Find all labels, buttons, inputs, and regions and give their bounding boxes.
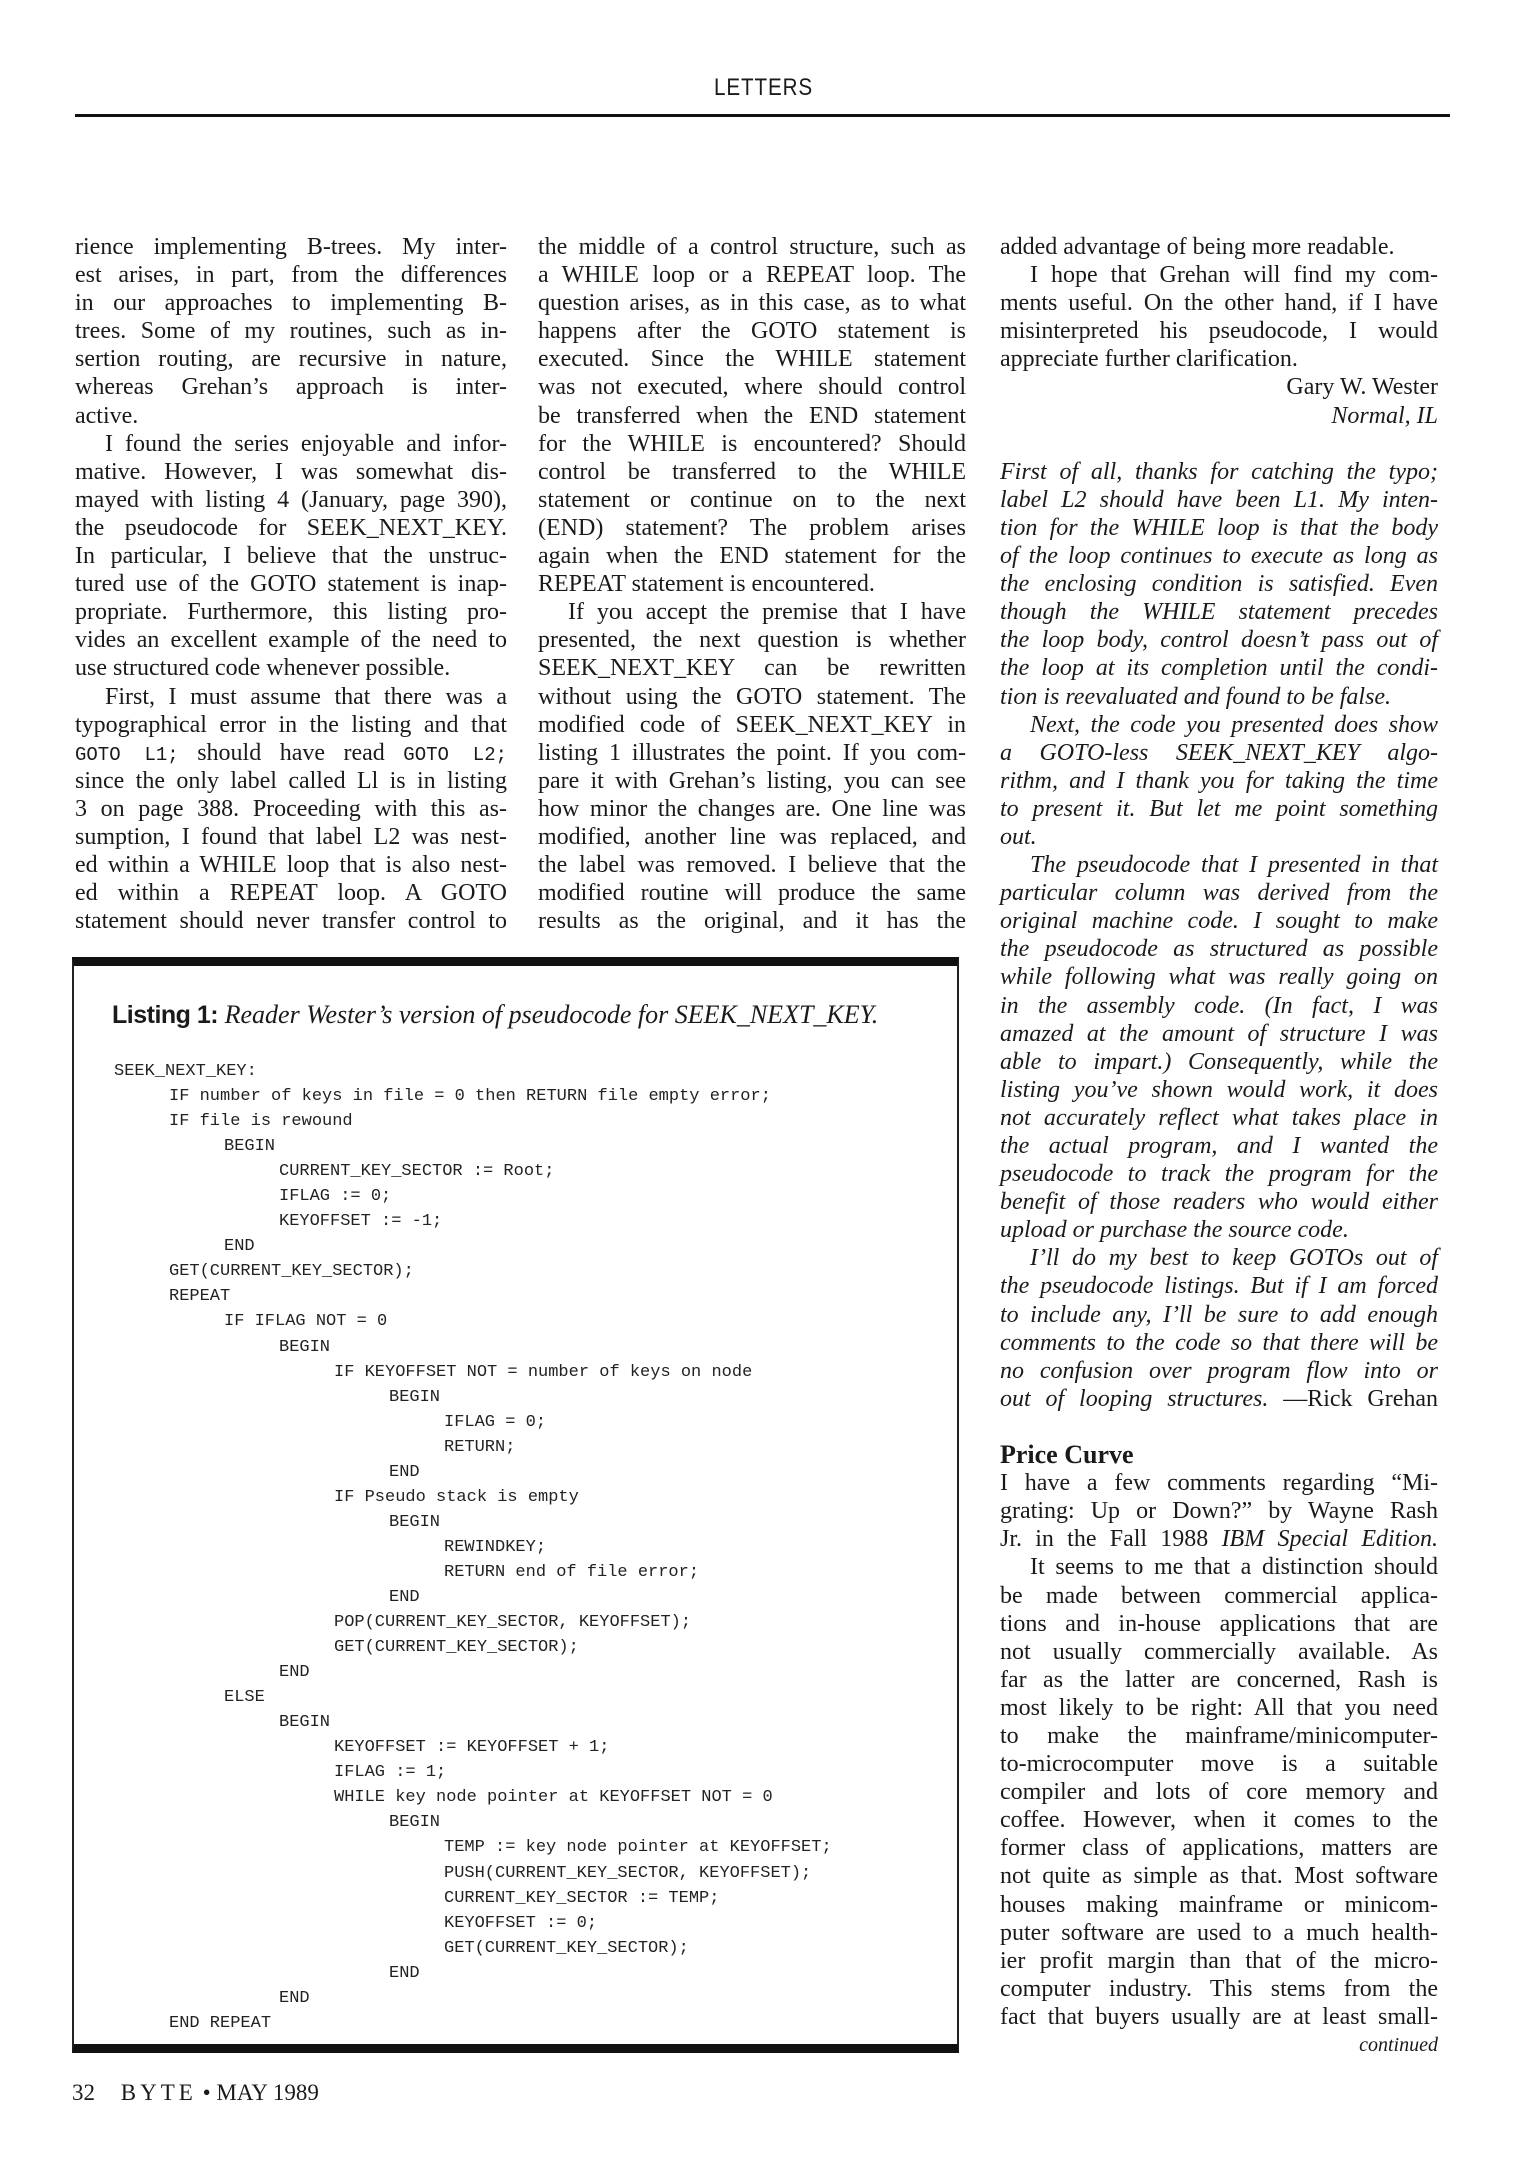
code-line: BEGIN [389, 1813, 441, 1833]
text-line: I hope that Grehan will find my com- [1030, 262, 1438, 289]
code-line: END [389, 1462, 420, 1482]
text-line: First, I must assume that there was a [105, 683, 507, 710]
text-line: the pseudocode for SEEK_NEXT_KEY. [75, 514, 507, 541]
code-line: END [279, 1663, 310, 1683]
code-line: POP(CURRENT_KEY_SECTOR, KEYOFFSET); [334, 1613, 692, 1633]
text-line: I’ll do my best to keep GOTOs out of [1030, 1245, 1438, 1272]
code-line: GET(CURRENT_KEY_SECTOR); [334, 1638, 579, 1658]
listing-caption-text: Reader Wester’s version of pseudocode for SEEK_NEXT_KEY. [218, 1000, 879, 1029]
text-line: most likely to be right: All that you need [1000, 1694, 1438, 1721]
code-line: BEGIN [279, 1337, 331, 1357]
text-line: for the WHILE is encountered? Should [538, 430, 966, 457]
text-line: the enclosing condition is satisfied. Even [1000, 571, 1438, 598]
text-line: I have a few comments regarding “Mi- [1000, 1470, 1438, 1497]
text-line: pseudocode to track the program for the [1000, 1161, 1438, 1188]
code-line: GET(CURRENT_KEY_SECTOR); [169, 1262, 414, 1282]
text-line: the loop body, control doesn’t pass out of [1000, 627, 1438, 654]
text-line: modified routine will produce the same [538, 880, 966, 907]
text-line: a WHILE loop or a REPEAT loop. The [538, 262, 966, 289]
text-line: pare it with Grehan’s listing, you can see [538, 767, 966, 794]
column-left [75, 233, 507, 935]
text-line: since the only label called Ll is in listing [75, 767, 507, 794]
code-line: IFLAG := 0; [279, 1187, 392, 1207]
column-right [1000, 233, 1438, 2059]
code-line: END [224, 1237, 255, 1257]
text-line: control be transferred to the WHILE [538, 458, 966, 485]
magazine-name: BYTE [120, 2080, 197, 2105]
text-line: modified, another line was replaced, and [538, 823, 966, 850]
code-line: REWINDKEY; [444, 1537, 547, 1557]
text-line: upload or purchase the source code. [1000, 1217, 1349, 1244]
text-line: First of all, thanks for catching the typo; [1000, 458, 1438, 485]
text-line: fact that buyers usually are at least small- [1000, 2003, 1438, 2030]
text-line: in our approaches to implementing B- [75, 290, 507, 317]
text-line: the actual program, and I wanted the [1000, 1133, 1438, 1159]
text-line: statement or continue on to the next [538, 486, 966, 513]
code-line: WHILE key node pointer at KEYOFFSET NOT = 0 [334, 1788, 773, 1808]
issue-date: MAY 1989 [216, 2080, 319, 2105]
code-line: END [389, 1963, 420, 1983]
code-line: RETURN end of file error; [444, 1562, 700, 1582]
page-number: 32 [72, 2080, 95, 2105]
text-line: vides an excellent example of the need to [75, 627, 507, 654]
code-line: IF number of keys in file = 0 then RETURN file empty error; [169, 1087, 771, 1107]
text-line: modified code of SEEK_NEXT_KEY in [538, 711, 966, 738]
text-line: to include any, I’ll be sure to add enough [1000, 1301, 1438, 1328]
text-line: far as the latter are concerned, Rash is [1000, 1666, 1438, 1693]
text-line: question arises, as in this case, as to what [538, 290, 966, 317]
text-line: the pseudocode listings. But if I am forced [1000, 1273, 1438, 1300]
text-line: It seems to me that a distinction should [1030, 1554, 1438, 1581]
text-line: whereas Grehan’s approach is inter- [75, 374, 507, 401]
text-line: was not executed, where should control [538, 374, 966, 401]
code-line: END [389, 1587, 420, 1607]
section-heading: Price Curve [1000, 1440, 1134, 1470]
text-line: listing 1 illustrates the point. If you com- [538, 739, 966, 766]
text-line: presented, the next question is whether [538, 627, 966, 654]
code-line: IFLAG := 1; [334, 1763, 447, 1783]
text-line: mative. However, I was somewhat dis- [75, 458, 507, 485]
text-line: added advantage of being more readable. [1000, 234, 1395, 260]
text-line: statement should never transfer control to [75, 908, 507, 935]
text-line: sertion routing, are recursive in nature, [75, 346, 507, 373]
text-line: active. [75, 402, 139, 429]
code-line: BEGIN [389, 1512, 441, 1532]
text-line: ier profit margin than that of the micro- [1000, 1947, 1438, 1974]
text-line: original machine code. I sought to make [1000, 908, 1438, 935]
pseudocode-listing [114, 1059, 832, 2036]
code-line: IF IFLAG NOT = 0 [224, 1312, 388, 1332]
text-line: use structured code whenever possible. [75, 655, 451, 682]
text-line: how minor the changes are. One line was [538, 795, 966, 822]
text-line: in the assembly code. (In fact, I was [1000, 992, 1438, 1019]
code-line: BEGIN [279, 1713, 331, 1733]
text-line: the pseudocode as structured as possible [1000, 936, 1438, 963]
text-line: In particular, I believe that the unstruc- [75, 543, 507, 570]
text-line: benefit of those readers who would either [1000, 1189, 1438, 1216]
text-line: to make the mainframe/minicomputer- [1000, 1722, 1438, 1749]
text-line: ed within a REPEAT loop. A GOTO [75, 880, 507, 907]
code-line: IFLAG = 0; [444, 1412, 547, 1432]
listing-caption [112, 1000, 878, 1030]
text-line: again when the END statement for the [538, 543, 966, 570]
text-line: ments useful. On the other hand, if I have [1000, 290, 1438, 317]
text-line: est arises, in part, from the differences [75, 262, 507, 289]
text-line: tion is reevaluated and found to be false. [1000, 683, 1392, 710]
text-line: be transferred when the END statement [538, 402, 966, 429]
text-line: I found the series enjoyable and infor- [105, 430, 507, 457]
text-line: tured use of the GOTO statement is inap- [75, 571, 507, 598]
text-line: though the WHILE statement precedes [1000, 599, 1438, 626]
text-line: particular column was derived from the [1000, 880, 1438, 907]
code-line: GET(CURRENT_KEY_SECTOR); [444, 1938, 689, 1958]
code-line: KEYOFFSET := -1; [279, 1212, 443, 1232]
text-line: grating: Up or Down?” by Wayne Rash [1000, 1498, 1438, 1525]
listing-label: Listing 1: [112, 1001, 219, 1029]
text-line: ed within a WHILE loop that is also nest- [75, 852, 507, 879]
text-line: not quite as simple as that. Most software [1000, 1863, 1438, 1890]
code-line: ELSE [224, 1688, 265, 1708]
text-line: to present it. But let me point something [1000, 795, 1438, 822]
text-line: of the loop continues to execute as long as [1000, 543, 1438, 570]
text-line: happens after the GOTO statement is [538, 318, 966, 345]
text-line: mayed with listing 4 (January, page 390), [75, 486, 507, 513]
code-line: TEMP := key node pointer at KEYOFFSET; [444, 1838, 832, 1858]
text-line: compiler and lots of core memory and [1000, 1779, 1438, 1806]
text-line: trees. Some of my routines, such as in- [75, 318, 507, 345]
text-line: the label was removed. I believe that the [538, 852, 966, 879]
code-line: SEEK_NEXT_KEY: [114, 1062, 257, 1081]
text-line: tion for the WHILE loop is that the body [1000, 514, 1438, 541]
section-header: LETTERS [714, 74, 813, 101]
text-line: former class of applications, matters are [1000, 1835, 1438, 1862]
text-line: tions and in-house applications that are [1000, 1610, 1438, 1637]
text-line: 3 on page 388. Proceeding with this as- [75, 795, 507, 822]
text-line [1000, 1413, 1438, 1441]
text-line: out. [1000, 823, 1037, 850]
code-line: IF Pseudo stack is empty [334, 1487, 579, 1507]
text-line: Jr. in the Fall 1988 IBM Special Edition. [1000, 1526, 1438, 1553]
text-line: propriate. Furthermore, this listing pro- [75, 599, 507, 626]
text-line: out of looping structures. —Rick Grehan [1000, 1385, 1439, 1412]
text-line: no confusion over program flow into or [1000, 1357, 1438, 1384]
page-footer [72, 2080, 319, 2106]
text-line: sumption, I found that label L2 was nest- [75, 823, 507, 850]
code-line: PUSH(CURRENT_KEY_SECTOR, KEYOFFSET); [444, 1863, 812, 1883]
text-line [1000, 430, 1438, 458]
text-line: a GOTO-less SEEK_NEXT_KEY algo- [1000, 739, 1438, 766]
text-line: the middle of a control structure, such as [538, 234, 966, 260]
text-line: without using the GOTO statement. The [538, 683, 966, 710]
text-line: amazed at the amount of structure I was [1000, 1020, 1438, 1047]
code-line: BEGIN [224, 1137, 276, 1157]
text-line: label L2 should have been L1. My inten- [1000, 486, 1438, 513]
text-line: rience implementing B-trees. My inter- [75, 234, 507, 260]
text-line: rithm, and I thank you for taking the time [1000, 767, 1438, 794]
text-line: GOTO L1; should have read GOTO L2; [75, 739, 508, 766]
text-line: (END) statement? The problem arises [538, 514, 966, 541]
code-line: END [279, 1988, 310, 2008]
text-line: able to impart.) Consequently, while the [1000, 1048, 1438, 1075]
text-line: SEEK_NEXT_KEY can be rewritten [538, 655, 966, 682]
text-line: houses making mainframe or minicom- [1000, 1891, 1438, 1918]
text-line: If you accept the premise that I have [568, 599, 966, 626]
code-line: KEYOFFSET := KEYOFFSET + 1; [334, 1738, 610, 1758]
text-line: REPEAT statement is encountered. [538, 571, 875, 598]
code-line: CURRENT_KEY_SECTOR := Root; [279, 1162, 555, 1182]
code-line: RETURN; [444, 1437, 516, 1457]
text-line: not accurately reflect what takes place in [1000, 1104, 1438, 1131]
code-line: KEYOFFSET := 0; [444, 1913, 598, 1933]
text-line: Gary W. Wester [1286, 374, 1438, 401]
text-line: Next, the code you presented does show [1030, 711, 1438, 738]
text-line: executed. Since the WHILE statement [538, 346, 966, 373]
code-line: REPEAT [169, 1287, 231, 1307]
code-line: IF KEYOFFSET NOT = number of keys on node [334, 1362, 753, 1382]
listing-1-box [72, 957, 959, 2053]
text-line: the loop at its completion until the condi- [1000, 655, 1438, 682]
text-line: while following what was really going on [1000, 964, 1438, 991]
column-middle [538, 233, 966, 935]
code-line: END REPEAT [169, 2013, 272, 2033]
footer-separator: • [202, 2080, 211, 2105]
text-line: results as the original, and it has the [538, 908, 966, 935]
text-line: typographical error in the listing and that [75, 711, 507, 738]
text-line: misinterpreted his pseudocode, I would [1000, 318, 1438, 345]
text-line: Normal, IL [1331, 402, 1438, 429]
text-line: puter software are used to a much health- [1000, 1919, 1438, 1946]
code-line: IF file is rewound [169, 1112, 353, 1132]
text-line: comments to the code so that there will be [1000, 1329, 1438, 1356]
text-line: computer industry. This stems from the [1000, 1975, 1438, 2002]
header-rule [75, 114, 1450, 117]
text-line: appreciate further clarification. [1000, 346, 1298, 373]
text-line: The pseudocode that I presented in that [1030, 852, 1438, 879]
text-line: to-microcomputer move is a suitable [1000, 1751, 1438, 1778]
text-line: not usually commercially available. As [1000, 1638, 1438, 1665]
code-line: BEGIN [389, 1387, 441, 1407]
text-line: be made between commercial applica- [1000, 1582, 1438, 1609]
text-line: continued [1359, 2034, 1438, 2056]
code-line: CURRENT_KEY_SECTOR := TEMP; [444, 1888, 720, 1908]
text-line: listing you’ve shown would work, it does [1000, 1076, 1438, 1103]
text-line: coffee. However, when it comes to the [1000, 1807, 1438, 1834]
